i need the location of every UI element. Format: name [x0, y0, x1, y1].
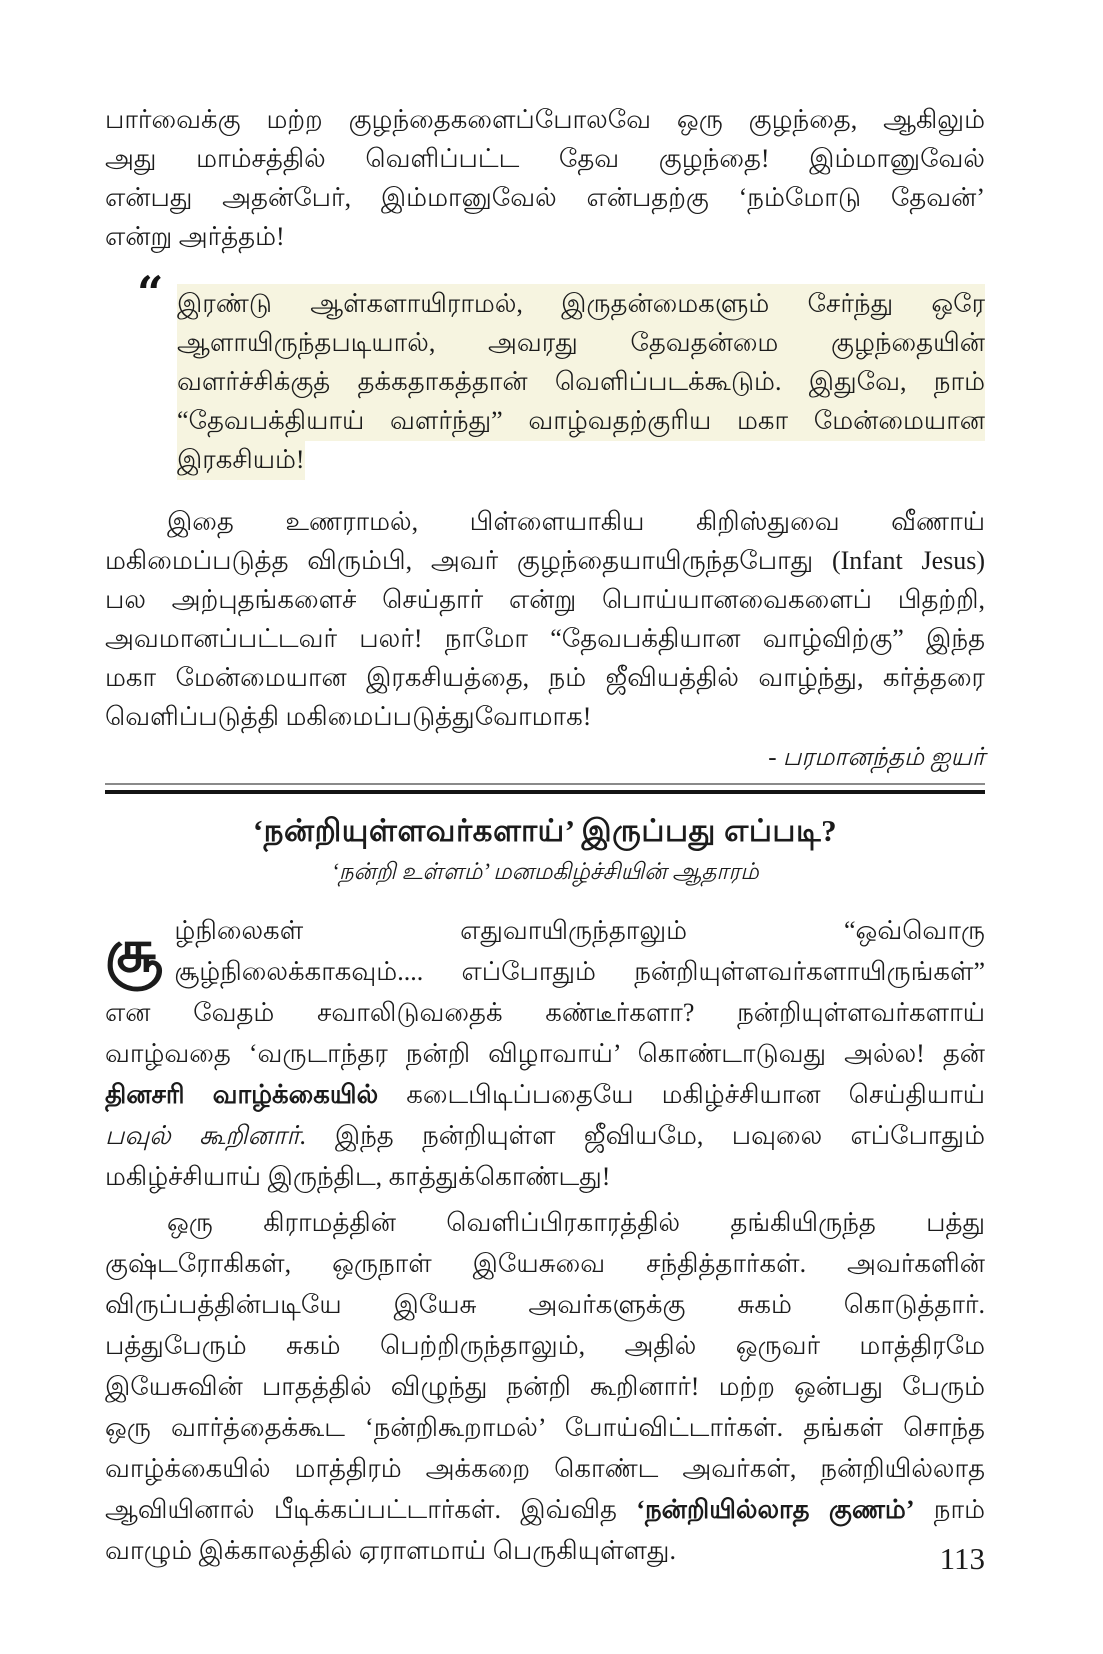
text-line: [105, 1033, 985, 1074]
text-segment: வாழ்க்கையில் மாத்திரம் அக்கறை கொண்ட அவர்கள், நன்றியில்லாத: [105, 1454, 985, 1483]
text-segment: இரகசியம்!: [177, 440, 305, 480]
text-segment: ஆவியினால் பீடிக்கப்பட்டார்கள். இவ்வித: [105, 1495, 637, 1524]
section-subtitle: ‘நன்றி உள்ளம்’ மனமகிழ்ச்சியின் ஆதாரம்: [331, 859, 759, 884]
text-line: [177, 401, 985, 440]
text-line: [105, 217, 985, 256]
text-line: [105, 697, 985, 736]
text-line: [105, 1325, 985, 1366]
text-segment: அவமானப்பட்டவர் பலர்! நாமோ “தேவபக்தியான வாழ்விற்கு” இந்த: [105, 624, 985, 653]
author-attribution: - பரமானந்தம் ஐயர்: [768, 744, 985, 771]
text-line: [105, 580, 985, 619]
text-segment: கடைபிடிப்பதையே மகிழ்ச்சியான செய்தியாய்: [378, 1080, 985, 1109]
text-segment: பத்துபேரும் சுகம் பெற்றிருந்தாலும், அதில் ஒருவர் மாத்திரமே: [105, 1331, 985, 1360]
text-line: [105, 502, 985, 541]
text-line: [105, 100, 985, 139]
text-segment: ழ்நிலைகள் எதுவாயிருந்தாலும் “ஒவ்வொரு: [174, 916, 985, 945]
text-line: [105, 1074, 985, 1115]
text-line: [177, 440, 985, 479]
text-line: [105, 910, 985, 951]
section-title: ‘நன்றியுள்ளவர்களாய்’ இருப்பது எப்படி?: [252, 813, 838, 848]
text-segment: பார்வைக்கு மற்ற குழந்தைகளைப்போலவே ஒரு குழந்தை, ஆகிலும்: [105, 105, 985, 134]
text-line: [177, 323, 985, 362]
section-divider: [105, 783, 985, 794]
text-line: [105, 1530, 985, 1571]
text-line: [105, 658, 985, 697]
text-segment: வெளிப்படுத்தி மகிமைப்படுத்துவோமாக!: [105, 702, 592, 731]
text-line: [105, 992, 985, 1033]
text-segment: ஆளாயிருந்தபடியால், அவரது தேவதன்மை குழந்தையின்: [177, 323, 985, 363]
body-paragraph-4: [105, 1202, 985, 1571]
text-line: [105, 1284, 985, 1325]
text-segment: இயேசுவின் பாதத்தில் விழுந்து நன்றி கூறினார்! மற்ற ஒன்பது பேரும்: [105, 1372, 985, 1401]
text-line: [105, 1202, 985, 1243]
text-segment: மகிழ்ச்சியாய் இருந்திட, காத்துக்கொண்டது!: [105, 1162, 611, 1191]
quote-text: [177, 284, 985, 479]
text-segment: சூழ்நிலைக்காகவும்.... எப்போதும் நன்றியுள்ளவர்களாயிருங்கள்”: [174, 957, 985, 986]
text-segment: என்று அர்த்தம்!: [105, 222, 285, 251]
text-line: [105, 1156, 985, 1197]
text-line: [177, 284, 985, 323]
drop-cap: சூ: [105, 918, 163, 984]
text-segment: இதை உணராமல், பிள்ளையாகிய கிறிஸ்துவை வீணாய்: [167, 507, 985, 536]
text-segment: ஒரு வார்த்தைக்கூட ‘நன்றிகூறாமல்’ போய்விட்டார்கள். தங்கள் சொந்த: [105, 1413, 985, 1442]
text-segment: வளர்ச்சிக்குத் தக்கதாகத்தான் வெளிப்படக்கூடும். இதுவே, நாம்: [177, 362, 985, 402]
text-segment: வாழும் இக்காலத்தில் ஏராளமாய் பெருகியுள்ளது.: [105, 1536, 676, 1565]
text-segment: குஷ்டரோகிகள், ஒருநாள் இயேசுவை சந்தித்தார்கள். அவர்களின்: [105, 1249, 985, 1278]
text-segment: வாழ்வதை ‘வருடாந்தர நன்றி விழாவாய்’ கொண்டாடுவது அல்ல! தன்: [105, 1039, 985, 1068]
text-segment: இரண்டு ஆள்களாயிராமல், இருதன்மைகளும் சேர்ந்து ஒரே: [177, 284, 985, 324]
text-segment: என வேதம் சவாலிடுவதைக் கண்டீர்களா? நன்றியுள்ளவர்களாய்: [105, 998, 985, 1027]
text-line: [105, 1366, 985, 1407]
text-line: [105, 1448, 985, 1489]
text-line: [105, 1489, 985, 1530]
intro-paragraph: [105, 100, 985, 256]
highlighted-quote-block: [137, 266, 985, 479]
text-line: [105, 178, 985, 217]
page-number: 113: [939, 1541, 985, 1576]
text-segment: தினசரி வாழ்க்கையில்: [105, 1080, 379, 1109]
opening-quote-icon: “: [137, 266, 164, 320]
text-line: [105, 541, 985, 580]
text-segment: என்பது அதன்பேர், இம்மானுவேல் என்பதற்கு ‘நம்மோடு தேவன்’: [105, 183, 985, 212]
text-segment: விருப்பத்தின்படியே இயேசு அவர்களுக்கு சுகம் கொடுத்தார்.: [105, 1290, 985, 1319]
body-paragraph-2: [105, 502, 985, 736]
text-segment: “தேவபக்தியாய் வளர்ந்து” வாழ்வதற்குரிய மகா மேன்மையான: [177, 401, 985, 441]
body-paragraph-3: [105, 910, 985, 1197]
text-segment: அது மாம்சத்தில் வெளிப்பட்ட தேவ குழந்தை! இம்மானுவேல்: [105, 144, 985, 173]
text-line: [105, 139, 985, 178]
text-segment: நாம்: [914, 1495, 985, 1524]
text-line: [105, 1115, 985, 1156]
text-segment: இந்த நன்றியுள்ள ஜீவியமே, பவுலை எப்போதும்: [306, 1121, 985, 1150]
text-line: [177, 362, 985, 401]
text-segment: ஒரு கிராமத்தின் வெளிப்பிரகாரத்தில் தங்கியிருந்த பத்து: [167, 1208, 985, 1237]
text-line: [105, 1407, 985, 1448]
text-segment: பல அற்புதங்களைச் செய்தார் என்று பொய்யானவைகளைப் பிதற்றி,: [105, 585, 985, 614]
text-segment: மகா மேன்மையான இரகசியத்தை, நம் ஜீவியத்தில் வாழ்ந்து, கர்த்தரை: [105, 663, 985, 692]
text-line: [105, 1243, 985, 1284]
text-segment: ‘நன்றியில்லாத குணம்’: [636, 1495, 915, 1524]
text-line: [105, 619, 985, 658]
text-line: [105, 951, 985, 992]
text-segment: மகிமைப்படுத்த விரும்பி, அவர் குழந்தையாயிருந்தபோது (Infant Jesus): [105, 546, 985, 575]
text-segment: பவுல் கூறினார்.: [105, 1121, 307, 1150]
